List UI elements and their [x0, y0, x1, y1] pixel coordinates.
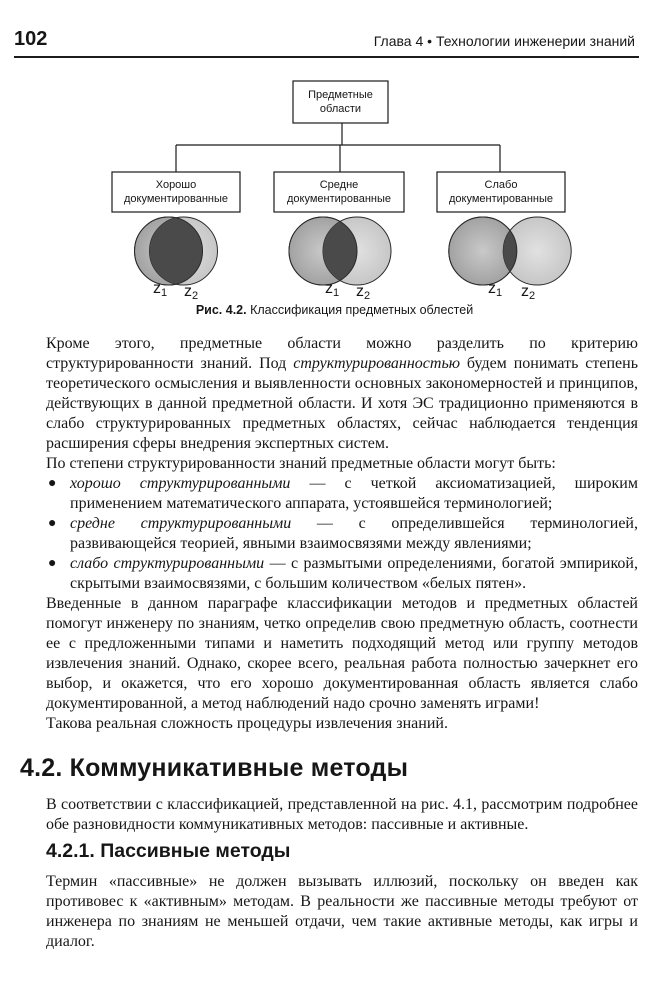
body-text-block — [46, 334, 638, 734]
caption-text: Классификация предметных облестей — [250, 303, 474, 317]
branch-box-medium — [274, 172, 404, 212]
figure-caption — [0, 303, 669, 317]
branch-label-line2: документированные — [123, 193, 229, 205]
z2-label: z2 — [521, 283, 536, 302]
classification-figure — [0, 0, 669, 310]
z1-label: z1 — [325, 280, 340, 299]
branch-label-line2: документированные — [286, 193, 392, 205]
branch-label-line1: Средне — [319, 179, 359, 191]
venn-diagram-weak — [449, 217, 571, 285]
venn-diagram-medium — [289, 217, 391, 285]
root-box — [293, 81, 388, 123]
bullet-list — [46, 474, 638, 594]
subsection-text: Термин «пассивные» не должен вызывать иллюзий, поскольку он введен как противовес к «активным» методам. В реальности же пассивные методы требуют от инженера по знаниям не меньшей отдачи, чем такие активные методы, как игры и диалог. — [46, 873, 638, 950]
paragraph-complexity: Такова реальная сложность процедуры извлечения знаний. — [46, 715, 448, 732]
z1-label: z1 — [488, 280, 503, 299]
bullet-icon: ● — [48, 476, 57, 491]
paragraph-list-intro: По степени структурированности знаний предметные области могут быть: — [46, 455, 556, 472]
paragraph-classification-summary: Введенные в данном параграфе классификации методов и предметных областей помогут инженеру по знаниям, четко определив свою предметную область, соотнести ее с предложенными типами и наметить подходящий метод или группу методов извлечения знаний. Однако, скорее всего, реальная работа полностью зачеркнет его выбор, и окажется, что его хорошо документированная область является слабо документированной, а метод наблюдений надо срочно заменять играми! — [46, 595, 638, 712]
section-intro: В соответствии с классификацией, представленной на рис. 4.1, рассмотрим подробнее обе разновидности коммуникативных методов: пассивные и активные. — [46, 796, 638, 833]
tree-connectors — [176, 122, 500, 172]
branch-box-good — [112, 172, 240, 212]
branch-label-line1: Хорошо — [155, 179, 197, 191]
bullet-icon: ● — [48, 556, 57, 571]
term-emphasis: структурированностью — [293, 355, 461, 372]
root-label-line1: Предметные — [308, 89, 373, 101]
list-item: ● средне структурированными — с определившейся терминологией, развивающейся теорией, явными взаимосвязями между явлениями; — [48, 515, 638, 552]
z2-label: z2 — [184, 283, 199, 302]
venn-diagram-good — [135, 217, 218, 285]
root-label-line2: области — [319, 103, 362, 115]
z1-label: z1 — [153, 280, 168, 299]
subsection-heading: 4.2.1. Пассивные методы — [46, 840, 291, 862]
paragraph-structuredness: Кроме этого, предметные области можно разделить по критерию структурированности знаний. Под структурированностью будем понимать степень теоретического осмысления и выявленности основных закономерностей и принципов, действующих в данной предметной области. И хотя ЭС традиционно применяются в слабо структурированных предметных областях, сейчас наблюдается тенденция расширения сферы внедрения экспертных систем. — [46, 335, 638, 452]
caption-number: Рис. 4.2. — [195, 303, 247, 317]
bullet-icon: ● — [48, 516, 57, 531]
section-heading: 4.2. Коммуникативные методы — [20, 754, 409, 782]
branch-box-weak — [437, 172, 565, 212]
list-item: ● хорошо структурированными — с четкой аксиоматизацией, широким применением математического аппарата, устоявшейся терминологией; — [48, 475, 638, 512]
branch-label-line1: Слабо — [484, 179, 518, 191]
list-item: ● слабо структурированными — с размытыми определениями, богатой эмпирикой, скрытыми взаимосвязями, с большим количеством «белых пятен». — [48, 555, 638, 592]
page-number: 102 — [14, 28, 48, 50]
z2-label: z2 — [356, 283, 371, 302]
running-title: Глава 4 • Технологии инженерии знаний — [373, 33, 635, 49]
branch-label-line2: документированные — [448, 193, 554, 205]
